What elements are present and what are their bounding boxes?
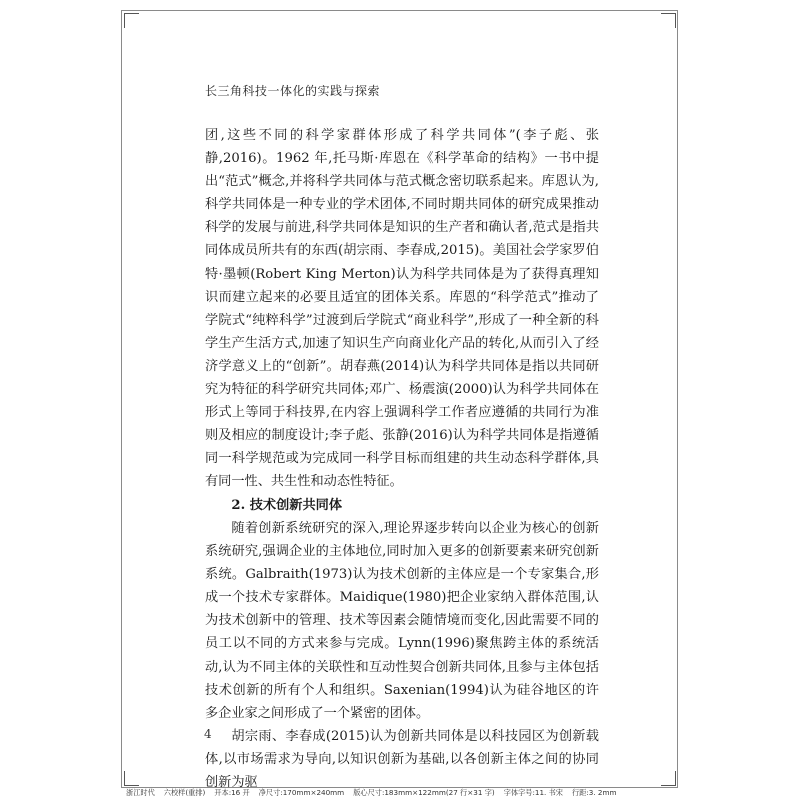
imprint-font: 字体字号:11. 书宋 [503, 788, 563, 797]
page-number: 4 [204, 727, 212, 741]
section-heading: 2. 技术创新共同体 [231, 497, 343, 513]
imprint-format: 开本:16 开 [214, 788, 250, 797]
paragraph: 随着创新系统研究的深入,理论界逐步转向以企业为核心的创新系统研究,强调企业的主体地位,同时加入更多的创新要素来研究创新系统。Galbraith(1973)认为技术创新的主体应是一个专家集合,形成一个技术专家群体。Maidique(1980)把企业家纳入群体范围,认为技术创新中的管理、技术等因素会随情境而变化,因此需要不同的员工以不同的方式来参与完成。Lynn(1996)聚焦跨主体的系统活动,认为不同主体的关联性和互动性契合创新共同体,且参与主体包括技术创新的所有个人和组织。Saxenian(1994)认为硅谷地区的许多企业家之间形成了一个紧密的团体。 [205, 521, 599, 721]
crop-mark-top-left [124, 13, 139, 28]
paragraph-continued: 团,这些不同的科学家群体形成了科学共同体”(李子彪、张静,2016)。1962 年,托马斯·库恩在《科学革命的结构》一书中提出“范式”概念,并将科学共同体与范式概念密切联系起来。库恩认为,科学共同体是一种专业的学术团体,不同时期共同体的研究成果推动科学的发展与前进,科学共同体是知识的生产者和确认者,范式是指共同体成员所共有的东西(胡宗雨、李春成,2015)。美国社会学家罗伯特·墨顿(Robert King Merton)认为科学共同体是为了获得真理知识而建立起来的必要且适宜的团体关系。库恩的“科学范式”推动了学院式“纯粹科学”过渡到后学院式“商业科学”,形成了一种全新的科学生产生活方式,加速了知识生产向商业化产品的转化,从而引入了经济学意义上的“创新”。胡春燕(2014)认为科学共同体是指以共同研究为特征的科学研究共同体;邓广、杨震演(2000)认为科学共同体在形式上等同于科技界,在内容上强调科学工作者应遵循的共同行为准则及相应的制度设计;李子彪、张静(2016)认为科学共同体是指遵循同一科学规范或为完成同一科学目标而组建的共生动态科学群体,具有同一性、共生性和动态性特征。 [205, 128, 599, 490]
crop-mark-bottom-right [661, 771, 676, 786]
running-header: 长三角科技一体化的实践与探索 [205, 84, 381, 98]
printer-imprint-line [126, 788, 686, 798]
imprint-proof: 六校样(重排) [163, 788, 206, 797]
imprint-type-area: 版心尺寸:183mm×122mm(27 行×31 字) [353, 788, 495, 797]
body-text [205, 124, 599, 794]
crop-mark-top-right [661, 13, 676, 28]
imprint-leading: 行距:3. 2mm [571, 788, 617, 797]
imprint-publisher: 浙江时代 [126, 788, 155, 797]
imprint-finished-size: 净尺寸:170mm×240mm [258, 788, 345, 797]
paragraph: 胡宗雨、李春成(2015)认为创新共同体是以科技园区为创新载体,以市场需求为导向,以知识创新为基础,以各创新主体之间的协同创新为驱 [205, 728, 599, 791]
crop-mark-bottom-left [124, 771, 139, 786]
